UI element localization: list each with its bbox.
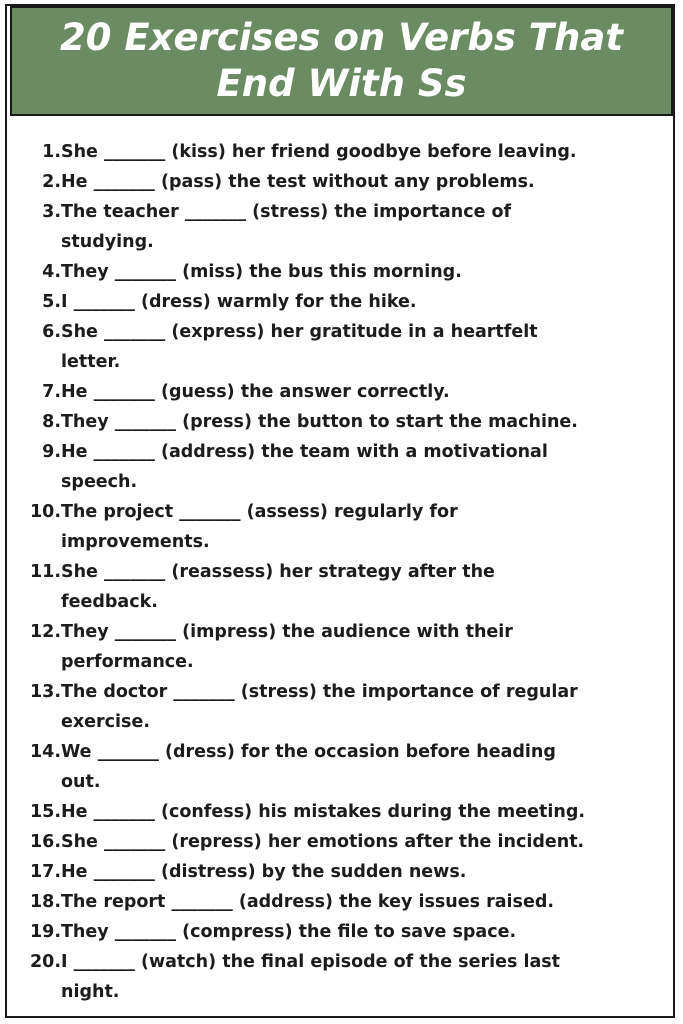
exercise-text-line: studying. — [61, 232, 154, 252]
exercise-text — [61, 257, 671, 287]
exercise-text — [61, 857, 671, 887]
exercise-text-line: She _______ (kiss) her friend goodbye before leaving. — [61, 142, 577, 162]
exercise-number: 18. — [29, 892, 61, 912]
exercise-text — [61, 167, 671, 197]
exercise-text-line: The report _______ (address) the key issues raised. — [61, 892, 555, 912]
exercise-item — [0, 797, 683, 827]
exercise-number: 5. — [42, 292, 61, 312]
exercise-text-line: He _______ (distress) by the sudden news. — [61, 862, 467, 882]
exercise-number: 6. — [42, 322, 61, 342]
exercise-text-line: He _______ (guess) the answer correctly. — [61, 382, 450, 402]
exercise-text — [61, 887, 671, 917]
exercise-text-line: night. — [61, 982, 120, 1002]
exercise-text-line: They _______ (press) the button to start the machine. — [61, 412, 578, 432]
exercise-number: 19. — [29, 922, 61, 942]
exercise-text — [61, 827, 671, 857]
exercise-number: 14. — [29, 742, 61, 762]
exercise-item — [0, 197, 683, 257]
exercise-text — [61, 287, 671, 317]
exercise-item — [0, 947, 683, 1007]
exercise-item — [0, 887, 683, 917]
exercise-item — [0, 737, 683, 797]
exercise-number: 8. — [42, 412, 61, 432]
exercise-text-line: The doctor _______ (stress) the importance of regular — [61, 682, 578, 702]
exercise-text-line: I _______ (dress) warmly for the hike. — [61, 292, 417, 312]
exercise-number: 2. — [42, 172, 61, 192]
exercise-text-line: He _______ (pass) the test without any problems. — [61, 172, 535, 192]
title-banner — [10, 6, 673, 116]
exercise-text-line: He _______ (confess) his mistakes during the meeting. — [61, 802, 585, 822]
exercise-text — [61, 737, 671, 797]
exercise-item — [0, 287, 683, 317]
exercise-number: 3. — [42, 202, 61, 222]
exercise-item — [0, 557, 683, 617]
exercise-item — [0, 377, 683, 407]
exercise-number: 11. — [29, 562, 61, 582]
exercise-text-line: He _______ (address) the team with a motivational — [61, 442, 548, 462]
exercise-text-line: I _______ (watch) the final episode of the series last — [61, 952, 561, 972]
exercise-text-line: feedback. — [61, 592, 158, 612]
exercise-text — [61, 497, 671, 557]
exercise-item — [0, 857, 683, 887]
title-line-2: End With Ss — [216, 62, 467, 105]
exercise-text — [61, 947, 671, 1007]
exercise-text-line: They _______ (compress) the file to save space. — [61, 922, 517, 942]
exercise-text — [61, 137, 671, 167]
exercise-item — [0, 437, 683, 497]
exercise-item — [0, 917, 683, 947]
exercise-text-line: She _______ (express) her gratitude in a heartfelt — [61, 322, 538, 342]
exercise-text-line: The teacher _______ (stress) the importance of — [61, 202, 512, 222]
exercise-text-line: out. — [61, 772, 101, 792]
exercise-text — [61, 797, 671, 827]
exercise-text-line: exercise. — [61, 712, 150, 732]
exercise-number: 16. — [29, 832, 61, 852]
exercise-number: 4. — [42, 262, 61, 282]
title-line-1: 20 Exercises on Verbs That — [59, 16, 624, 59]
exercise-number: 9. — [42, 442, 61, 462]
exercise-item — [0, 677, 683, 737]
exercise-number: 17. — [29, 862, 61, 882]
exercise-item — [0, 617, 683, 677]
exercise-number: 15. — [29, 802, 61, 822]
exercise-text-line: speech. — [61, 472, 138, 492]
exercise-text — [61, 617, 671, 677]
exercise-text-line: They _______ (miss) the bus this morning. — [61, 262, 462, 282]
exercise-text-line: She _______ (reassess) her strategy after the — [61, 562, 495, 582]
exercise-text — [61, 407, 671, 437]
exercise-number: 20. — [29, 952, 61, 972]
exercise-text-line: She _______ (repress) her emotions after the incident. — [61, 832, 585, 852]
exercise-number: 12. — [29, 622, 61, 642]
exercise-text-line: They _______ (impress) the audience with their — [61, 622, 513, 642]
exercise-text — [61, 437, 671, 497]
exercise-item — [0, 257, 683, 287]
exercise-number: 1. — [42, 142, 61, 162]
exercise-text-line: The project _______ (assess) regularly for — [61, 502, 458, 522]
exercise-text-line: letter. — [61, 352, 121, 372]
exercise-item — [0, 497, 683, 557]
exercise-item — [0, 167, 683, 197]
exercise-text — [61, 317, 671, 377]
exercise-item — [0, 137, 683, 167]
exercise-text-line: We _______ (dress) for the occasion before heading — [61, 742, 556, 762]
exercise-number: 10. — [29, 502, 61, 522]
exercise-text — [61, 677, 671, 737]
exercise-text-line: improvements. — [61, 532, 210, 552]
exercise-number: 13. — [29, 682, 61, 702]
exercise-text — [61, 377, 671, 407]
exercise-number: 7. — [42, 382, 61, 402]
exercise-item — [0, 317, 683, 377]
exercise-item — [0, 827, 683, 857]
exercise-text — [61, 917, 671, 947]
exercise-text — [61, 557, 671, 617]
exercise-list — [0, 137, 683, 1007]
exercise-text-line: performance. — [61, 652, 194, 672]
exercise-item — [0, 407, 683, 437]
exercise-text — [61, 197, 671, 257]
